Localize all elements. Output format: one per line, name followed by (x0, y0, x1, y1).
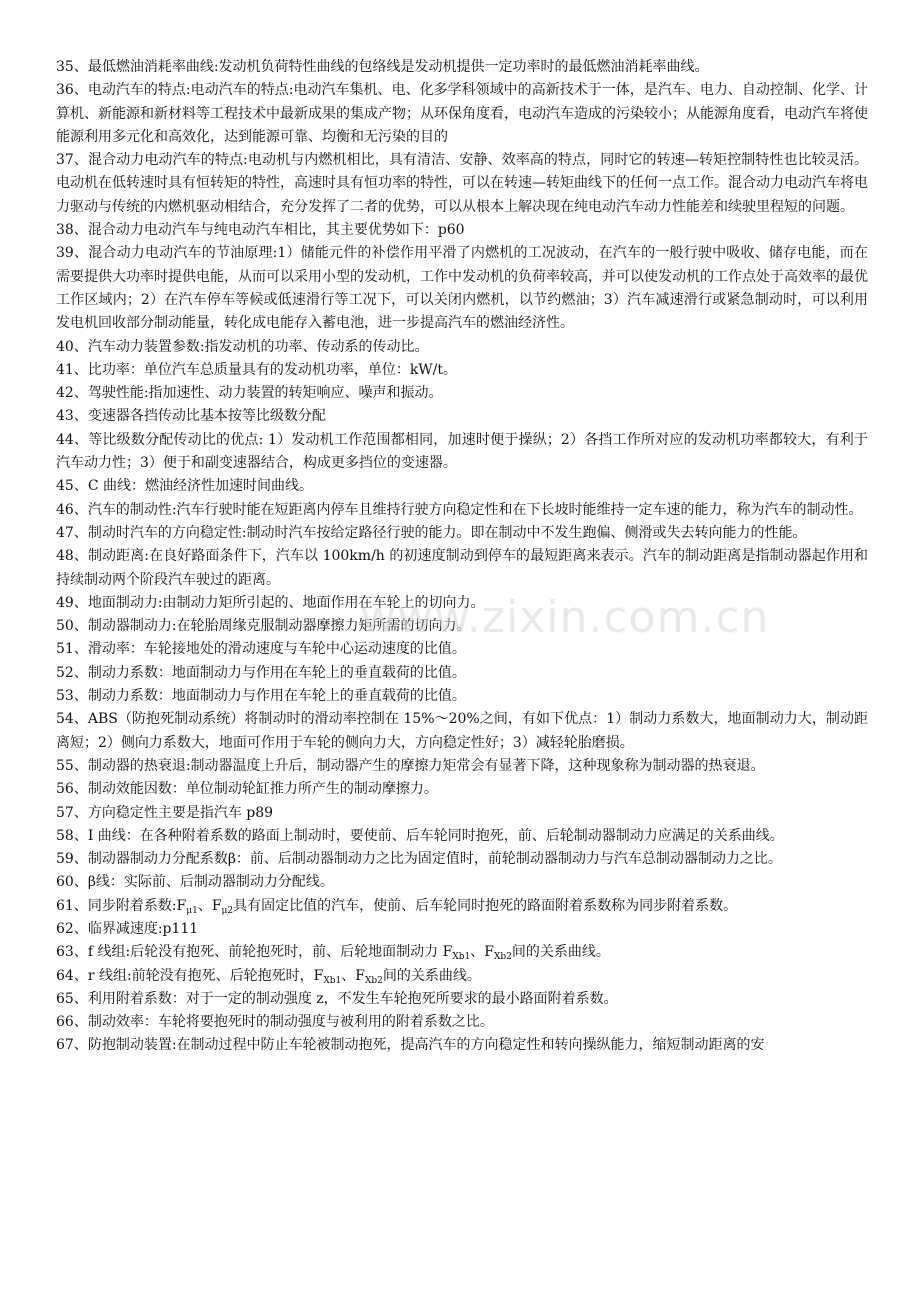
entry-52: 52、制动力系数：地面制动力与作用在车轮上的垂直载荷的比值。 (56, 664, 466, 681)
entry-65: 65、利用附着系数：对于一定的制动强度 z，不发生车轮抱死所要求的最小路面附着系数。 (56, 990, 618, 1007)
entry-39: 39、混合动力电动汽车的节油原理:1）储能元件的补偿作用平滑了内燃机的工况波动，在汽车的一般行驶中吸收、储存电能，而在需要提供大功率时提供电能，从而可以采用小型的发动机，工作中发动机的负荷率较高，并可以使发动机的工作点处于高效率的最优工作区域内；2）在汽车停车等候或低速滑行等工况下，可以关闭内燃机，以节约燃油；3）汽车减速滑行或紧急制动时，可以利用发电机回收部分制动能量，转化成电能存入蓄电池，进一步提高汽车的燃油经济性。 (56, 245, 868, 332)
entry-63 (56, 941, 868, 964)
entry-60: 60、β线：实际前、后制动器制动力分配线。 (56, 874, 334, 891)
entry-63-text: 、F (470, 944, 494, 961)
entry-37: 37、混合动力电动汽车的特点:电动机与内燃机相比，具有清洁、安静、效率高的特点，同时它的转速—转矩控制特性也比较灵活。电动机在低转速时具有恒转矩的特性，高速时具有恒功率的特性，可以在转速—转矩曲线下的任何一点工作。混合动力电动汽车将电力驱动与传统的内燃机驱动相结合，充分发挥了二者的优势，可以从根本上解决现在纯电动汽车动力性能差和续驶里程短的问题。 (56, 152, 868, 215)
entry-50: 50、制动器制动力:在轮胎周缘克服制动器摩擦力矩所需的切向力。 (56, 618, 471, 635)
entry-55: 55、制动器的热衰退:制动器温度上升后，制动器产生的摩擦力矩常会有显著下降，这种现象称为制动器的热衰退。 (56, 757, 765, 774)
entry-42: 42、驾驶性能:指加速性、动力装置的转矩响应、噪声和振动。 (56, 385, 443, 402)
entry-61-text: 具有固定比值的汽车，使前、后车轮同时抱死的路面附着系数称为同步附着系数。 (233, 897, 738, 914)
entry-64-text: 、F (341, 967, 366, 984)
entry-48: 48、制动距离:在良好路面条件下，汽车以 100km/h 的初速度制动到停车的最短距离来表示。汽车的制动距离是指制动器起作用和持续制动两个阶段汽车驶过的距离。 (56, 548, 868, 588)
entry-63-subscript: Xb2 (493, 952, 512, 963)
entry-62: 62、临界减速度:p111 (56, 920, 199, 937)
entry-54: 54、ABS（防抱死制动系统）将制动时的滑动率控制在 15%～20%之间，有如下优点：1）制动力系数大，地面制动力大，制动距离短；2）侧向力系数大，地面可作用于车轮的侧向力大，方向稳定性好；3）减轻轮胎磨损。 (56, 711, 868, 751)
watermark: www.zixin.com.cn (360, 592, 770, 643)
entry-63-text: 间的关系曲线。 (511, 944, 610, 961)
entry-61-subscript: μ1 (186, 905, 198, 916)
entry-36: 36、电动汽车的特点:电动汽车的特点:电动汽车集机、电、化多学科领域中的高新技术于一体，是汽车、电力、自动控制、化学、计算机、新能源和新材料等工程技术中最新成果的集成产物；从环保角度看，电动汽车造成的污染较小；从能源角度看，电动汽车将使能源利用多元化和高效化，达到能源可靠、均衡和无污染的目的 (56, 82, 868, 145)
entry-59: 59、制动器制动力分配系数β：前、后制动器制动力之比为固定值时，前轮制动器制动力与汽车总制动器制动力之比。 (56, 851, 782, 868)
entry-35: 35、最低燃油消耗率曲线:发动机负荷特性曲线的包络线是发动机提供一定功率时的最低燃油消耗率曲线。 (56, 59, 709, 75)
entry-57: 57、方向稳定性主要是指汽车 p89 (56, 804, 274, 821)
document-body (56, 56, 868, 1058)
entry-63-text: 63、f 线组:后轮没有抱死、前轮抱死时，前、后轮地面制动力 F (56, 944, 453, 961)
entry-66: 66、制动效率：车轮将要抱死时的制动强度与被利用的附着系数之比。 (56, 1014, 494, 1031)
entry-64-text: 间的关系曲线。 (382, 967, 481, 984)
entry-63-subscript: Xb1 (452, 952, 471, 963)
entry-47: 47、制动时汽车的方向稳定性:制动时汽车按给定路径行驶的能力。即在制动中不发生跑偏、侧滑或失去转向能力的性能。 (56, 524, 807, 541)
entry-51: 51、滑动率：车轮接地处的滑动速度与车轮中心运动速度的比值。 (56, 641, 466, 658)
entry-56: 56、制动效能因数：单位制动轮缸推力所产生的制动摩擦力。 (56, 781, 438, 798)
entry-53: 53、制动力系数：地面制动力与作用在车轮上的垂直载荷的比值。 (56, 688, 466, 705)
entry-49: 49、地面制动力:由制动力矩所引起的、地面作用在车轮上的切向力。 (56, 594, 485, 611)
entry-45: 45、C 曲线：燃油经济性加速时间曲线。 (56, 478, 313, 495)
entry-38: 38、混合动力电动汽车与纯电动汽车相比，其主要优势如下：p60 (56, 222, 465, 239)
entry-64-text: 64、r 线组:前轮没有抱死、后轮抱死时，F (56, 967, 324, 984)
entry-64-subscript: Xb2 (365, 975, 383, 986)
entry-64 (56, 965, 868, 988)
entry-44: 44、等比级数分配传动比的优点: 1）发动机工作范围都相同，加速时便于操纵；2）各挡工作所对应的发动机功率都较大，有利于汽车动力性；3）便于和副变速器结合，构成更多挡位的变速器。 (56, 431, 868, 472)
entry-64-subscript: Xb1 (323, 975, 342, 986)
entry-61-text: 、F (197, 897, 222, 914)
entry-61-text: 61、同步附着系数:F (56, 897, 187, 914)
entry-67: 67、防抱制动装置:在制动过程中防止车轮被制动抱死，提高汽车的方向稳定性和转向操纵能力，缩短制动距离的安 (56, 1037, 765, 1054)
entry-46: 46、汽车的制动性:汽车行驶时能在短距离内停车且维持行驶方向稳定性和在下长坡时能维持一定车速的能力，称为汽车的制动性。 (56, 501, 863, 518)
entry-61-subscript: μ2 (221, 905, 234, 916)
entry-40: 40、汽车动力装置参数:指发动机的功率、传动系的传动比。 (56, 338, 429, 355)
entry-43: 43、变速器各挡传动比基本按等比级数分配 (56, 408, 326, 425)
entry-41: 41、比功率：单位汽车总质量具有的发动机功率，单位：kW/t。 (56, 361, 458, 378)
entry-61 (56, 895, 868, 918)
entry-58: 58、I 曲线：在各种附着系数的路面上制动时，要使前、后车轮同时抱死，前、后轮制动器制动力应满足的关系曲线。 (56, 827, 784, 844)
